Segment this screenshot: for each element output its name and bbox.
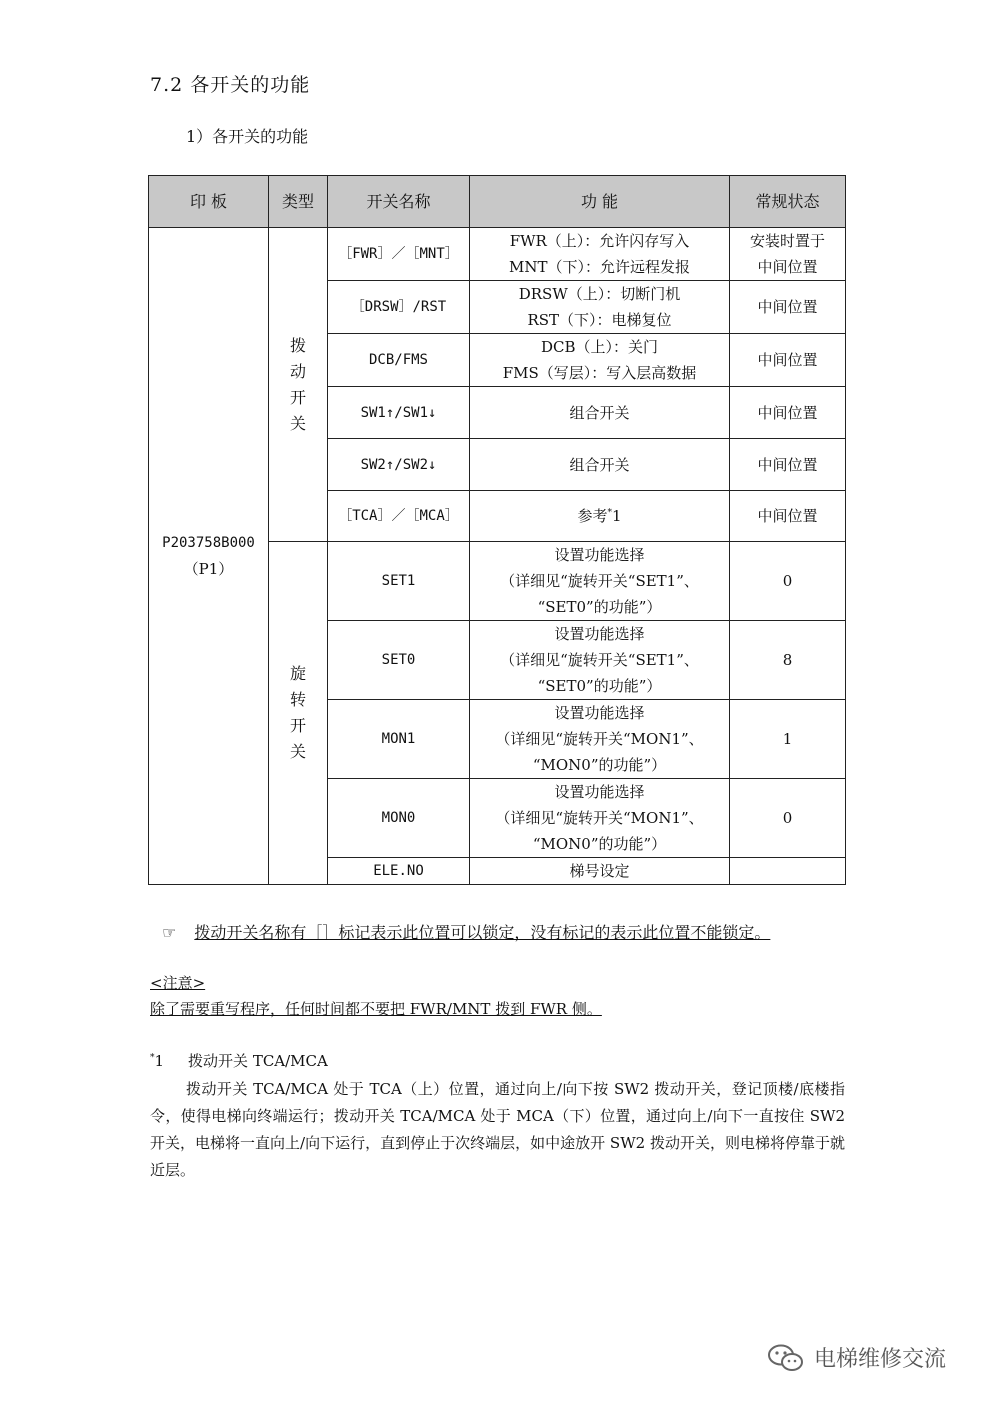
watermark	[766, 1342, 946, 1373]
type-toggle-switch: 拨 动 开 关	[269, 228, 328, 542]
function-cell: 参考*1	[470, 491, 730, 542]
pointing-hand-icon: ☞	[162, 923, 177, 942]
state-cell: 1	[730, 700, 846, 779]
lock-note-text: 拨动开关名称有［］标记表示此位置可以锁定，没有标记的表示此位置不能锁定。	[194, 923, 771, 942]
caution-body: 除了需要重写程序，任何时间都不要把 FWR/MNT 拨到 FWR 侧。	[150, 1000, 602, 1018]
state-cell: 0	[730, 542, 846, 621]
switch-name-cell: ［FWR］／［MNT］	[328, 228, 470, 281]
state-cell: 安装时置于 中间位置	[730, 228, 846, 281]
footnote-title: *1 拨动开关 TCA/MCA	[150, 1052, 328, 1070]
caution-heading: <注意>	[150, 974, 206, 992]
switch-name-cell: SET1	[328, 542, 470, 621]
switch-name-cell: SW1↑/SW1↓	[328, 387, 470, 439]
table-row	[149, 228, 846, 281]
state-cell: 中间位置	[730, 387, 846, 439]
switch-name-cell: SW2↑/SW2↓	[328, 439, 470, 491]
state-cell: 中间位置	[730, 439, 846, 491]
function-cell: 设置功能选择 （详细见“旋转开关“SET1”、 “SET0”的功能”）	[470, 621, 730, 700]
function-cell: 设置功能选择 （详细见“旋转开关“MON1”、 “MON0”的功能”）	[470, 779, 730, 858]
switch-name-cell: MON1	[328, 700, 470, 779]
board-cell	[149, 228, 269, 885]
switch-name-cell: SET0	[328, 621, 470, 700]
function-cell: 组合开关	[470, 439, 730, 491]
function-cell: DCB（上）：关门 FMS（写层）：写入层高数据	[470, 334, 730, 387]
state-cell: 中间位置	[730, 491, 846, 542]
header-normal-state: 常规状态	[730, 176, 846, 228]
sub-title: 1）各开关的功能	[186, 127, 309, 146]
function-cell: DRSW（上）：切断门机 RST（下）：电梯复位	[470, 281, 730, 334]
header-function: 功 能	[470, 176, 730, 228]
wechat-icon	[766, 1343, 806, 1373]
switch-name-cell: ［TCA］／［MCA］	[328, 491, 470, 542]
footnote-body: 拨动开关 TCA/MCA 处于 TCA（上）位置，通过向上/向下按 SW2 拨动开关，登记顶楼/底楼指令，使得电梯向终端运行；拨动开关 TCA/MCA 处于 MCA（下）位置，通过向上/向下一直按住 SW2 开关，电梯将一直向上/向下运行，直到停止于次终端层，如中途放开 SW2 拨动开关，则电梯将停靠于就近层。	[150, 1080, 845, 1179]
switch-name-cell: ［DRSW］/RST	[328, 281, 470, 334]
state-cell: 0	[730, 779, 846, 858]
header-type: 类型	[269, 176, 328, 228]
function-cell: FWR（上）：允许闪存写入 MNT（下）：允许远程发报	[470, 228, 730, 281]
header-board: 印 板	[149, 176, 269, 228]
switch-name-cell: MON0	[328, 779, 470, 858]
board-code: （P1）	[183, 560, 234, 578]
watermark-text: 电梯维修交流	[814, 1347, 947, 1372]
section-title: 7.2 各开关的功能	[150, 74, 311, 96]
table-header-row	[149, 176, 846, 228]
state-cell: 中间位置	[730, 281, 846, 334]
lock-note	[162, 920, 770, 943]
board-part-number: P203758B000	[162, 535, 255, 551]
function-cell: 组合开关	[470, 387, 730, 439]
function-cell: 设置功能选择 （详细见“旋转开关“SET1”、 “SET0”的功能”）	[470, 542, 730, 621]
state-cell: 8	[730, 621, 846, 700]
switch-name-cell: DCB/FMS	[328, 334, 470, 387]
function-cell: 梯号设定	[470, 858, 730, 885]
function-cell: 设置功能选择 （详细见“旋转开关“MON1”、 “MON0”的功能”）	[470, 700, 730, 779]
footnote-asterisk: *	[150, 1053, 155, 1063]
state-cell	[730, 858, 846, 885]
type-rotary-switch: 旋 转 开 关	[269, 542, 328, 885]
header-switch-name: 开关名称	[328, 176, 470, 228]
state-cell: 中间位置	[730, 334, 846, 387]
footnote-mark: *	[607, 508, 612, 518]
switch-name-cell: ELE.NO	[328, 858, 470, 885]
switch-function-table	[148, 175, 846, 885]
